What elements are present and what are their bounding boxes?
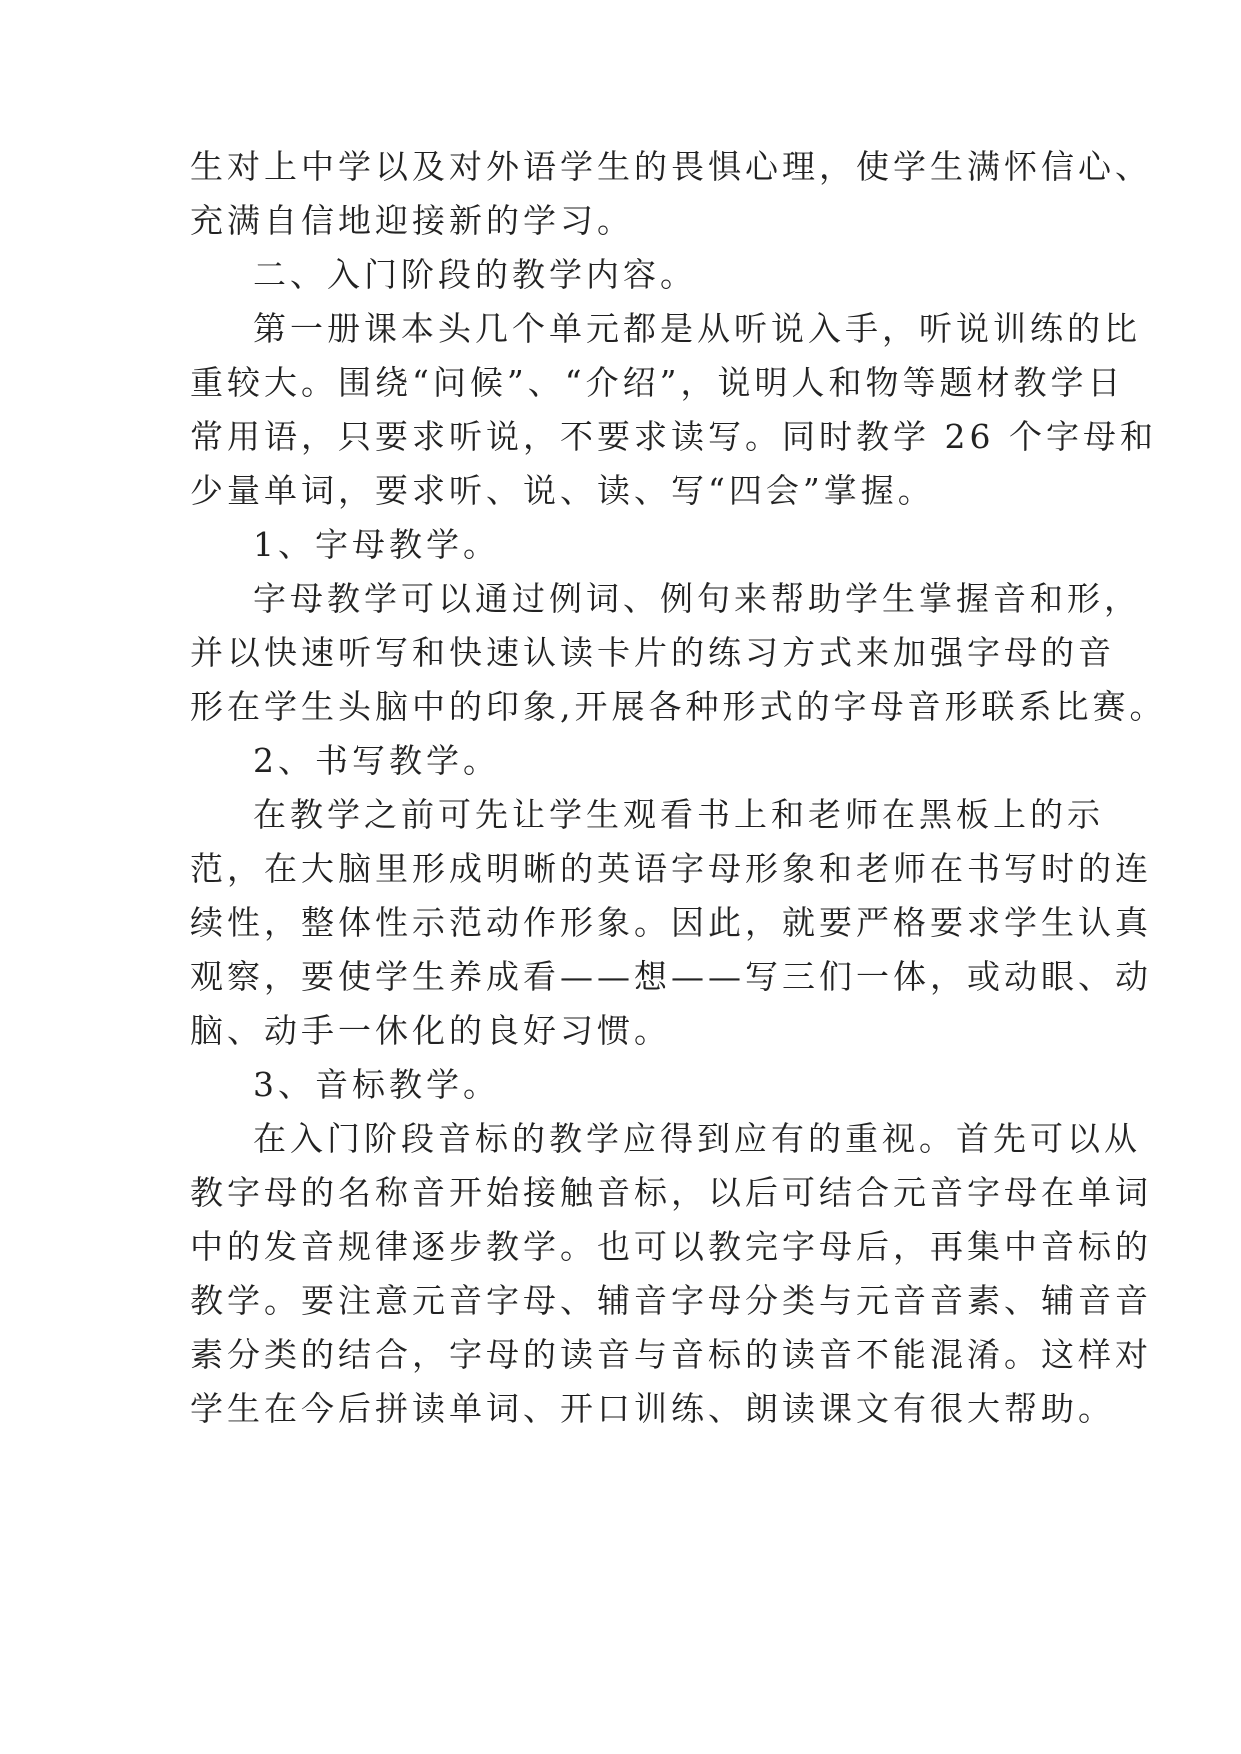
- paragraph-line: 在入门阶段音标的教学应得到应有的重视。首先可以从: [253, 1119, 1141, 1158]
- subsection-heading: 2、书写教学。: [253, 741, 500, 780]
- paragraph-line: 观察，要使学生养成看——想——写三们一体，或动眼、动: [190, 957, 1152, 996]
- paragraph-line: 在教学之前可先让学生观看书上和老师在黑板上的示: [253, 795, 1104, 834]
- paragraph-line: 续性，整体性示范动作形象。因此，就要严格要求学生认真: [190, 903, 1152, 942]
- paragraph-line: 少量单词，要求听、说、读、写“四会”掌握。: [190, 471, 935, 510]
- paragraph-line: 学生在今后拼读单词、开口训练、朗读课文有很大帮助。: [190, 1389, 1115, 1428]
- paragraph-line: 教字母的名称音开始接触音标，以后可结合元音字母在单词: [190, 1173, 1152, 1212]
- paragraph-line: 生对上中学以及对外语学生的畏惧心理，使学生满怀信心、: [190, 147, 1152, 186]
- paragraph-line: 素分类的结合，字母的读音与音标的读音不能混淆。这样对: [190, 1335, 1152, 1374]
- section-heading: 二、入门阶段的教学内容。: [253, 255, 697, 294]
- paragraph-line: 形在学生头脑中的印象,开展各种形式的字母音形联系比赛。: [190, 687, 1167, 726]
- paragraph-line: 第一册课本头几个单元都是从听说入手，听说训练的比: [253, 309, 1141, 348]
- paragraph-line: 中的发音规律逐步教学。也可以教完字母后，再集中音标的: [190, 1227, 1152, 1266]
- paragraph-line: 范，在大脑里形成明晰的英语字母形象和老师在书写时的连: [190, 849, 1152, 888]
- subsection-heading: 3、音标教学。: [253, 1065, 500, 1104]
- paragraph-line: 常用语，只要求听说，不要求读写。同时教学 26 个字母和: [190, 417, 1157, 456]
- paragraph-line: 脑、动手一休化的良好习惯。: [190, 1011, 671, 1050]
- paragraph-line: 教学。要注意元音字母、辅音字母分类与元音音素、辅音音: [190, 1281, 1152, 1320]
- paragraph-line: 字母教学可以通过例词、例句来帮助学生掌握音和形，: [253, 579, 1141, 618]
- paragraph-line: 重较大。围绕“问候”、“介绍”，说明人和物等题材教学日: [190, 363, 1125, 402]
- paragraph-line: 并以快速听写和快速认读卡片的练习方式来加强字母的音: [190, 633, 1115, 672]
- subsection-heading: 1、字母教学。: [253, 525, 500, 564]
- paragraph-line: 充满自信地迎接新的学习。: [190, 201, 634, 240]
